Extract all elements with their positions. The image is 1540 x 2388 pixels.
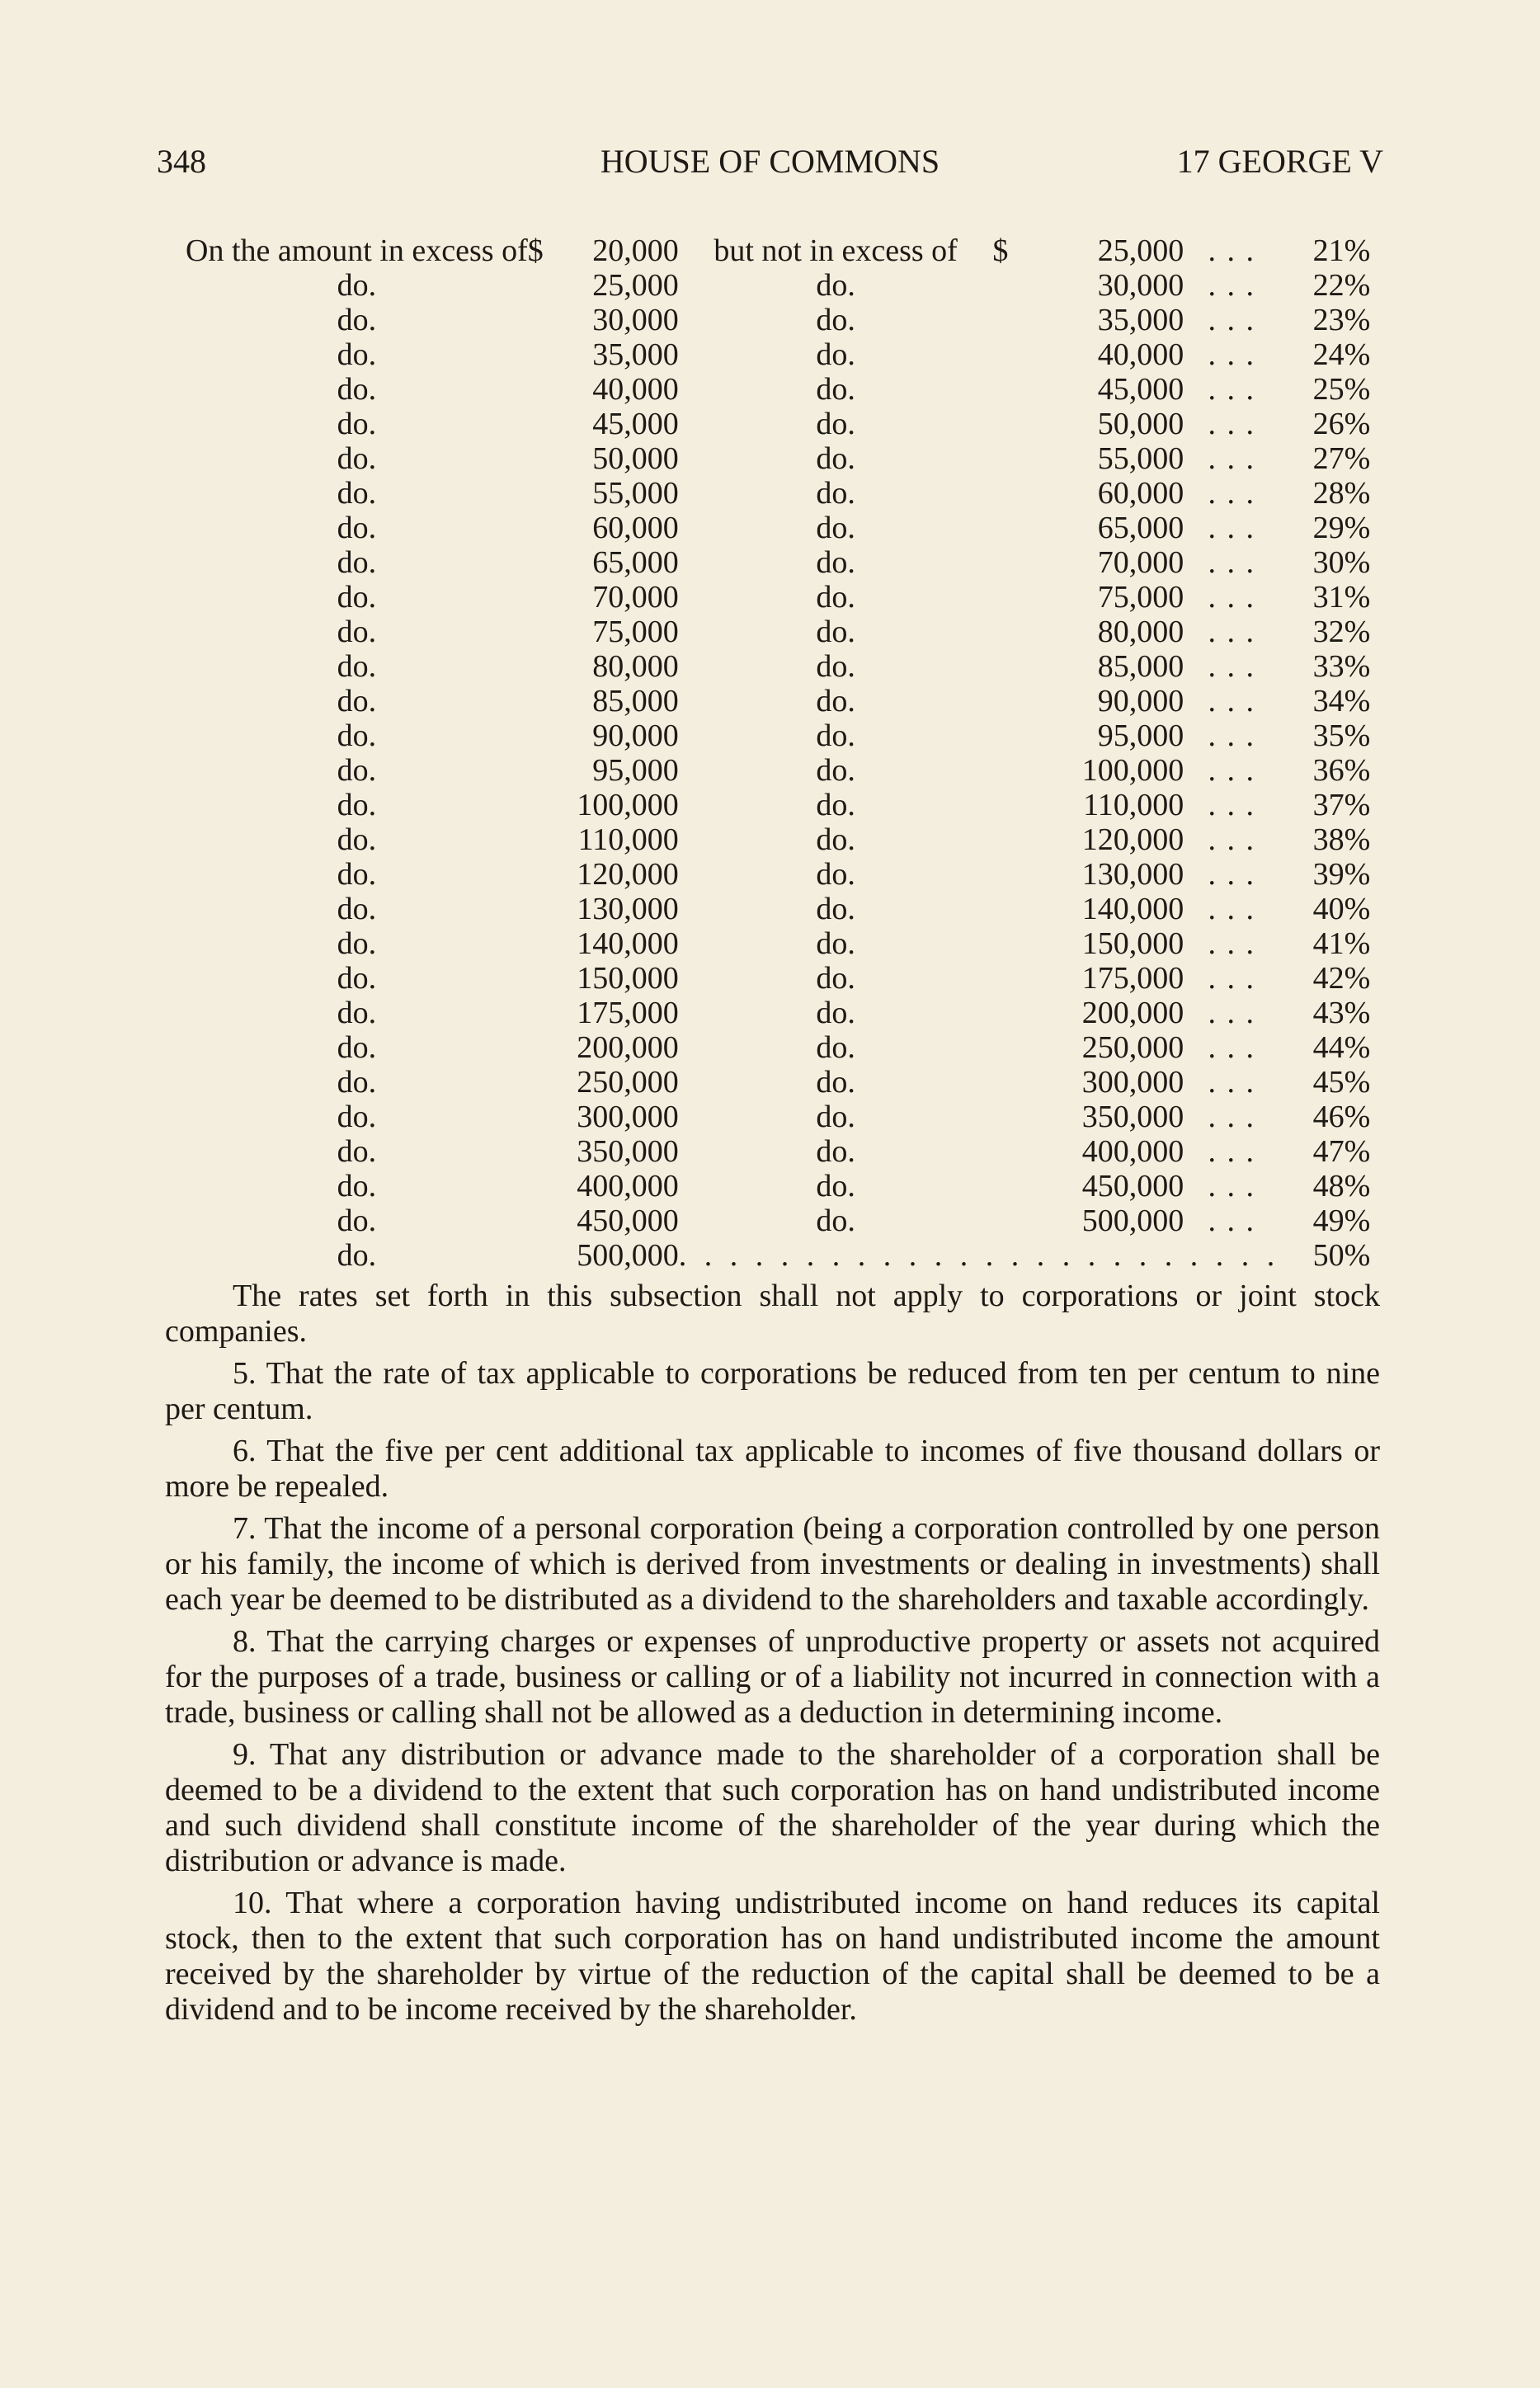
ditto-label: do.	[816, 372, 855, 407]
spacer	[528, 718, 561, 753]
ditto-label: do.	[337, 545, 377, 580]
table-row	[186, 649, 1370, 684]
lower-bound: 50,000	[592, 441, 679, 476]
rate: 46%	[1312, 1100, 1371, 1134]
lower-bound: 100,000	[577, 788, 679, 822]
spacer	[992, 441, 1035, 476]
table-row	[186, 476, 1370, 511]
lower-bound: 150,000	[577, 961, 679, 996]
spacer	[528, 268, 561, 303]
spacer	[992, 857, 1035, 892]
lower-bound: 45,000	[592, 407, 679, 441]
table-row	[186, 857, 1370, 892]
upper-bound: 200,000	[1081, 996, 1184, 1030]
ditto-label: do.	[337, 961, 377, 996]
spacer	[992, 684, 1035, 718]
paragraph-resolution-5: 5. That the rate of tax applicable to corporations be reduced from ten per centum to nine per centum.	[165, 1356, 1380, 1426]
ditto-label: do.	[337, 926, 377, 961]
spacer	[528, 788, 561, 822]
table-row	[186, 1238, 1370, 1273]
dot-leader: . . .	[1208, 337, 1255, 372]
ditto-label: do.	[816, 615, 855, 649]
spacer	[992, 1203, 1035, 1238]
ditto-label: do.	[816, 996, 855, 1030]
rate: 49%	[1312, 1203, 1371, 1238]
dollar-sign: $	[527, 233, 544, 268]
table-row	[186, 268, 1370, 303]
upper-bound: 75,000	[1097, 580, 1184, 615]
rate: 44%	[1312, 1030, 1371, 1065]
lower-bound: 500,000	[577, 1238, 679, 1273]
dot-leader: . . .	[1208, 684, 1255, 718]
dot-leader: . . .	[1208, 718, 1255, 753]
dot-leader: . . .	[1208, 1169, 1255, 1203]
ditto-label: do.	[816, 753, 855, 788]
rate: 24%	[1312, 337, 1371, 372]
rate: 23%	[1312, 303, 1371, 337]
lower-bound: 200,000	[577, 1030, 679, 1065]
spacer	[992, 718, 1035, 753]
ditto-label: do.	[337, 476, 377, 511]
table-row	[186, 372, 1370, 407]
spacer	[992, 580, 1035, 615]
table-row	[186, 753, 1370, 788]
ditto-label: do.	[337, 857, 377, 892]
dot-leader: . . .	[1208, 407, 1255, 441]
spacer	[528, 303, 561, 337]
rate: 26%	[1312, 407, 1371, 441]
ditto-label: do.	[816, 1134, 855, 1169]
lower-bound: 350,000	[577, 1134, 679, 1169]
lower-bound: 85,000	[592, 684, 679, 718]
spacer	[992, 822, 1035, 857]
dot-leader: . . .	[1208, 822, 1255, 857]
spacer	[992, 511, 1035, 545]
dot-leader: . . .	[1208, 1065, 1255, 1100]
dot-leader: . . .	[1208, 1100, 1255, 1134]
dot-leader: . . .	[1208, 476, 1255, 511]
table-row	[186, 822, 1370, 857]
table-row	[186, 303, 1370, 337]
ditto-label: do.	[337, 1169, 377, 1203]
rate: 39%	[1312, 857, 1371, 892]
lower-bound: 140,000	[577, 926, 679, 961]
paragraph-resolution-8: 8. That the carrying charges or expenses of unproductive property or assets not acquired for the purposes of a trade, business or calling or of a liability not incurred in connection with a trade, business or calling shall not be allowed as a deduction in determining income.	[165, 1624, 1380, 1730]
upper-bound: 100,000	[1081, 753, 1184, 788]
table-row	[186, 580, 1370, 615]
dot-leader: . . .	[1208, 268, 1255, 303]
rate: 27%	[1312, 441, 1371, 476]
lower-bound: 60,000	[592, 511, 679, 545]
ditto-label: do.	[337, 684, 377, 718]
rate: 37%	[1312, 788, 1371, 822]
table-row	[186, 407, 1370, 441]
upper-bound: 35,000	[1097, 303, 1184, 337]
paragraph-resolution-7: 7. That the income of a personal corporation (being a corporation controlled by one person or his family, the income of which is derived from investments or dealing in investments) shall each year be deemed to be distributed as a dividend to the shareholders and taxable accordingly.	[165, 1511, 1380, 1617]
ditto-label: do.	[816, 268, 855, 303]
dot-leader: . . .	[1208, 615, 1255, 649]
spacer	[992, 1030, 1035, 1065]
spacer	[992, 1100, 1035, 1134]
spacer	[528, 857, 561, 892]
rate: 28%	[1312, 476, 1371, 511]
page-header	[0, 142, 1540, 191]
ditto-label: do.	[816, 718, 855, 753]
spacer	[528, 545, 561, 580]
spacer	[992, 961, 1035, 996]
paragraph-resolution-10: 10. That where a corporation having undistributed income on hand reduces its capital stock, then to the extent that such corporation has on hand undistributed income the amount received by the shareholder by virtue of the reduction of the capital shall be deemed to be a dividend and to be income received by the shareholder.	[165, 1886, 1380, 2027]
spacer	[992, 1065, 1035, 1100]
rate: 33%	[1312, 649, 1371, 684]
table-row	[186, 718, 1370, 753]
ditto-label: do.	[337, 649, 377, 684]
spacer	[528, 476, 561, 511]
dot-leader: . . .	[1208, 441, 1255, 476]
dot-leader: . . .	[1208, 961, 1255, 996]
table-row	[186, 996, 1370, 1030]
spacer	[528, 926, 561, 961]
dot-leader: . . .	[1208, 753, 1255, 788]
lower-bound: 120,000	[577, 857, 679, 892]
lower-bound: 80,000	[592, 649, 679, 684]
ditto-label: do.	[337, 1203, 377, 1238]
dot-leader: . . .	[1208, 1134, 1255, 1169]
spacer	[992, 372, 1035, 407]
rate: 40%	[1312, 892, 1371, 926]
upper-bound: 30,000	[1097, 268, 1184, 303]
dot-leader: . . .	[1208, 1203, 1255, 1238]
ditto-label: do.	[816, 1100, 855, 1134]
spacer	[992, 337, 1035, 372]
rate: 34%	[1312, 684, 1371, 718]
rate: 41%	[1312, 926, 1371, 961]
ditto-label: do.	[816, 1030, 855, 1065]
lower-bound: 35,000	[592, 337, 679, 372]
ditto-label: do.	[816, 684, 855, 718]
upper-bound: 350,000	[1081, 1100, 1184, 1134]
lower-bound: 110,000	[577, 822, 679, 857]
spacer	[992, 649, 1035, 684]
lower-bound: 130,000	[577, 892, 679, 926]
ditto-label: do.	[337, 441, 377, 476]
spacer	[528, 372, 561, 407]
spacer	[528, 822, 561, 857]
rate: 29%	[1312, 511, 1371, 545]
ditto-label: do.	[816, 337, 855, 372]
dot-leader: . . .	[1208, 511, 1255, 545]
upper-bound: 300,000	[1081, 1065, 1184, 1100]
ditto-label: do.	[337, 1065, 377, 1100]
table-row	[186, 337, 1370, 372]
upper-bound: 110,000	[1083, 788, 1184, 822]
upper-bound: 500,000	[1081, 1203, 1184, 1238]
spacer	[528, 511, 561, 545]
ditto-label: do.	[337, 303, 377, 337]
ditto-label: do.	[337, 788, 377, 822]
table-row	[186, 788, 1370, 822]
body-text	[165, 1279, 1380, 2034]
ditto-label: do.	[337, 1030, 377, 1065]
spacer	[528, 1238, 561, 1273]
ditto-label: do.	[337, 753, 377, 788]
dot-leader: . . . . . . . . . . . . . . . . . . . . . . . .	[678, 1238, 1280, 1273]
table-row	[186, 545, 1370, 580]
ditto-label: do.	[337, 407, 377, 441]
lower-bound: 450,000	[577, 1203, 679, 1238]
ditto-label: do.	[337, 372, 377, 407]
page-title: HOUSE OF COMMONS	[600, 143, 940, 180]
ditto-label: do.	[337, 892, 377, 926]
session-label: 17 GEORGE V	[1176, 143, 1383, 180]
dot-leader: . . .	[1208, 303, 1255, 337]
upper-bound: 55,000	[1097, 441, 1184, 476]
ditto-label: do.	[816, 892, 855, 926]
spacer	[992, 615, 1035, 649]
upper-bound: 65,000	[1097, 511, 1184, 545]
spacer	[992, 753, 1035, 788]
rate: 32%	[1312, 615, 1371, 649]
dot-leader: . . .	[1208, 996, 1255, 1030]
rate: 47%	[1312, 1134, 1371, 1169]
table-row	[186, 1030, 1370, 1065]
table-row	[186, 1100, 1370, 1134]
ditto-label: do.	[337, 996, 377, 1030]
paragraph-resolution-6: 6. That the five per cent additional tax applicable to incomes of five thousand dollars or more be repealed.	[165, 1434, 1380, 1504]
spacer	[528, 684, 561, 718]
spacer	[528, 1169, 561, 1203]
upper-bound: 80,000	[1097, 615, 1184, 649]
dot-leader: . . .	[1208, 233, 1255, 268]
rate: 30%	[1312, 545, 1371, 580]
spacer	[528, 580, 561, 615]
upper-bound: 150,000	[1081, 926, 1184, 961]
upper-bound: 140,000	[1081, 892, 1184, 926]
rate: 31%	[1312, 580, 1371, 615]
lower-bound: 40,000	[592, 372, 679, 407]
ditto-label: do.	[337, 718, 377, 753]
ditto-label: do.	[816, 961, 855, 996]
table-row	[186, 233, 1370, 268]
table-row	[186, 1065, 1370, 1100]
spacer	[528, 892, 561, 926]
spacer	[528, 337, 561, 372]
lower-bound: 75,000	[592, 615, 679, 649]
ditto-label: do.	[816, 476, 855, 511]
table-row	[186, 615, 1370, 649]
rate: 22%	[1312, 268, 1371, 303]
dot-leader: . . .	[1208, 1030, 1255, 1065]
ditto-label: do.	[816, 926, 855, 961]
lower-bound: 175,000	[577, 996, 679, 1030]
upper-bound: 120,000	[1081, 822, 1184, 857]
table-row	[186, 892, 1370, 926]
rate: 25%	[1312, 372, 1371, 407]
spacer	[992, 1169, 1035, 1203]
upper-bound: 95,000	[1097, 718, 1184, 753]
ditto-label: do.	[816, 580, 855, 615]
ditto-label: do.	[337, 1134, 377, 1169]
paragraph-resolution-9: 9. That any distribution or advance made to the shareholder of a corporation shall be deemed to be a dividend to the extent that such corporation has on hand undistributed income and such dividend shall constitute income of the shareholder of the year during which the distribution or advance is made.	[165, 1737, 1380, 1878]
spacer	[528, 1134, 561, 1169]
upper-bound: 175,000	[1081, 961, 1184, 996]
ditto-label: do.	[816, 857, 855, 892]
rate: 42%	[1312, 961, 1371, 996]
upper-bound: 50,000	[1097, 407, 1184, 441]
ditto-label: do.	[816, 788, 855, 822]
spacer	[528, 441, 561, 476]
ditto-label: do.	[816, 441, 855, 476]
rate: 45%	[1312, 1065, 1371, 1100]
dot-leader: . . .	[1208, 545, 1255, 580]
spacer	[528, 1065, 561, 1100]
dot-leader: . . .	[1208, 926, 1255, 961]
spacer	[992, 407, 1035, 441]
table-row	[186, 511, 1370, 545]
lower-bound: 65,000	[592, 545, 679, 580]
table-row	[186, 961, 1370, 996]
rate: 21%	[1312, 233, 1371, 268]
spacer	[528, 961, 561, 996]
upper-bound: 450,000	[1081, 1169, 1184, 1203]
ditto-label: do.	[337, 580, 377, 615]
spacer	[992, 996, 1035, 1030]
ditto-label: do.	[337, 337, 377, 372]
ditto-label: do.	[816, 1203, 855, 1238]
rate: 48%	[1312, 1169, 1371, 1203]
ditto-label: do.	[337, 615, 377, 649]
ditto-label: do.	[816, 649, 855, 684]
table-row	[186, 1169, 1370, 1203]
ditto-label: do.	[816, 303, 855, 337]
upper-bound: 90,000	[1097, 684, 1184, 718]
lower-bound: 300,000	[577, 1100, 679, 1134]
dot-leader: . . .	[1208, 580, 1255, 615]
table-row	[186, 1203, 1370, 1238]
upper-bound: 25,000	[1097, 233, 1184, 268]
spacer	[528, 407, 561, 441]
spacer	[992, 545, 1035, 580]
upper-bound: 250,000	[1081, 1030, 1184, 1065]
lower-bound: 20,000	[592, 233, 679, 268]
upper-bound: 40,000	[1097, 337, 1184, 372]
upper-bound: 45,000	[1097, 372, 1184, 407]
tax-rate-table	[186, 233, 1370, 1273]
table-row	[186, 441, 1370, 476]
spacer	[992, 303, 1035, 337]
ditto-label: do.	[816, 545, 855, 580]
rate: 50%	[1312, 1238, 1371, 1273]
ditto-label: do.	[816, 407, 855, 441]
spacer	[528, 649, 561, 684]
spacer	[528, 1100, 561, 1134]
table-row	[186, 926, 1370, 961]
ditto-label: do.	[816, 822, 855, 857]
rate: 36%	[1312, 753, 1371, 788]
spacer	[992, 476, 1035, 511]
upper-bound: 130,000	[1081, 857, 1184, 892]
dot-leader: . . .	[1208, 788, 1255, 822]
rate: 35%	[1312, 718, 1371, 753]
dollar-sign: $	[992, 233, 1009, 268]
page-number: 348	[157, 143, 206, 180]
first-row-label: On the amount in excess of	[186, 233, 528, 268]
lower-bound: 90,000	[592, 718, 679, 753]
spacer	[528, 753, 561, 788]
upper-bound: 70,000	[1097, 545, 1184, 580]
table-row	[186, 684, 1370, 718]
dot-leader: . . .	[1208, 372, 1255, 407]
upper-bound: 60,000	[1097, 476, 1184, 511]
spacer	[992, 892, 1035, 926]
spacer	[992, 268, 1035, 303]
spacer	[992, 788, 1035, 822]
dot-leader: . . .	[1208, 649, 1255, 684]
dot-leader: . . .	[1208, 857, 1255, 892]
ditto-label: do.	[816, 511, 855, 545]
spacer	[528, 615, 561, 649]
table-row	[186, 1134, 1370, 1169]
rate: 43%	[1312, 996, 1371, 1030]
spacer	[528, 996, 561, 1030]
ditto-label: do.	[337, 822, 377, 857]
ditto-label: do.	[816, 1169, 855, 1203]
spacer	[992, 926, 1035, 961]
dot-leader: . . .	[1208, 892, 1255, 926]
upper-bound: 85,000	[1097, 649, 1184, 684]
lower-bound: 30,000	[592, 303, 679, 337]
lower-bound: 95,000	[592, 753, 679, 788]
paragraph-rates-note: The rates set forth in this subsection shall not apply to corporations or joint stock companies.	[165, 1279, 1380, 1349]
rate: 38%	[1312, 822, 1371, 857]
ditto-label: do.	[337, 268, 377, 303]
spacer	[528, 1203, 561, 1238]
lower-bound: 400,000	[577, 1169, 679, 1203]
lower-bound: 25,000	[592, 268, 679, 303]
spacer	[992, 1134, 1035, 1169]
ditto-label: do.	[337, 1100, 377, 1134]
ditto-label: do.	[816, 1065, 855, 1100]
upper-bound: 400,000	[1081, 1134, 1184, 1169]
spacer	[528, 1030, 561, 1065]
ditto-label: do.	[337, 511, 377, 545]
first-row-middle-label: but not in excess of	[713, 233, 958, 268]
ditto-label: do.	[337, 1238, 377, 1273]
lower-bound: 250,000	[577, 1065, 679, 1100]
lower-bound: 55,000	[592, 476, 679, 511]
lower-bound: 70,000	[592, 580, 679, 615]
